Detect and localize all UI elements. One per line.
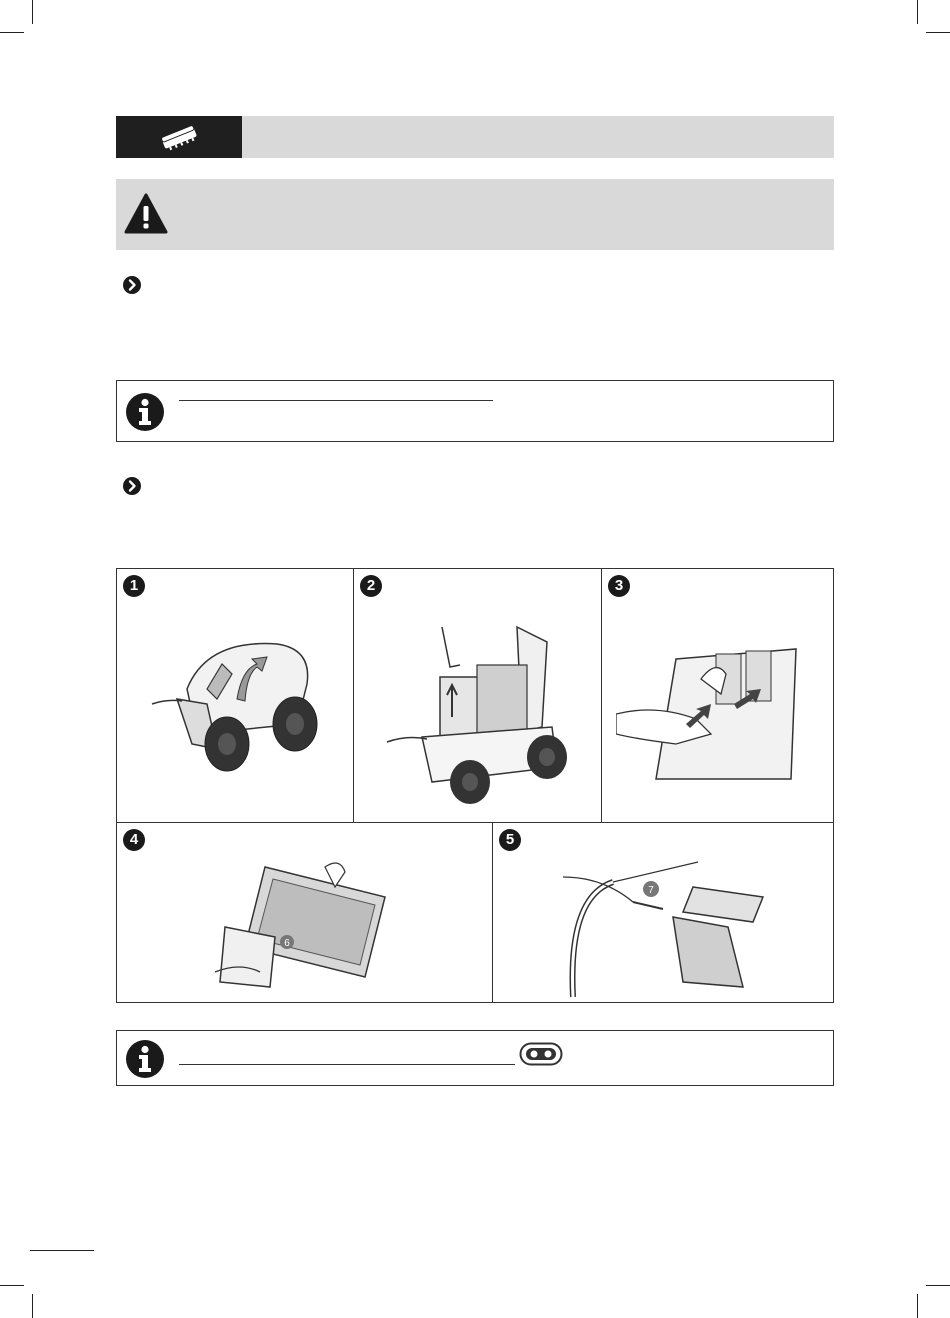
robot-open-filter-illustration [382, 617, 582, 807]
info-box [116, 1030, 834, 1086]
filter-rinse-illustration [553, 857, 773, 999]
step-2-panel [353, 568, 602, 823]
crop-mark [926, 1285, 950, 1286]
info-icon [125, 1039, 165, 1079]
chevron-right-icon [123, 477, 141, 495]
info-icon [125, 392, 165, 432]
step-4-panel [116, 822, 493, 1003]
step-badge: 2 [360, 575, 382, 597]
footer-rule [30, 1250, 94, 1251]
step-badge: 5 [499, 829, 521, 851]
step-badge: 4 [123, 829, 145, 851]
section-header-bar [242, 116, 834, 158]
info-box [116, 380, 834, 442]
warning-box [116, 179, 834, 250]
callout-number: 6 [284, 938, 290, 949]
crop-mark [917, 0, 918, 24]
underline-rule [179, 1064, 515, 1065]
crop-mark [0, 32, 24, 33]
step-1-panel [116, 568, 354, 823]
step-3-panel [601, 568, 834, 823]
robot-lift-handle-illustration [147, 629, 327, 779]
crop-mark [32, 0, 33, 24]
warning-triangle-icon [124, 193, 168, 235]
section-header-tab [116, 116, 242, 158]
cleaning-brush-icon [116, 116, 242, 158]
step-badge: 3 [608, 575, 630, 597]
step-5-panel [492, 822, 834, 1003]
crop-mark [926, 32, 950, 33]
filter-unlatch-illustration [616, 639, 821, 789]
crop-mark [32, 1294, 33, 1318]
crop-mark [917, 1294, 918, 1318]
step-badge: 1 [123, 575, 145, 597]
callout-number: 7 [648, 885, 654, 896]
filter-remove-illustration [215, 857, 395, 997]
crop-mark [0, 1285, 24, 1286]
chevron-right-icon [123, 276, 141, 294]
underline-rule [179, 400, 493, 401]
filter-indicator-icon [519, 1042, 563, 1066]
